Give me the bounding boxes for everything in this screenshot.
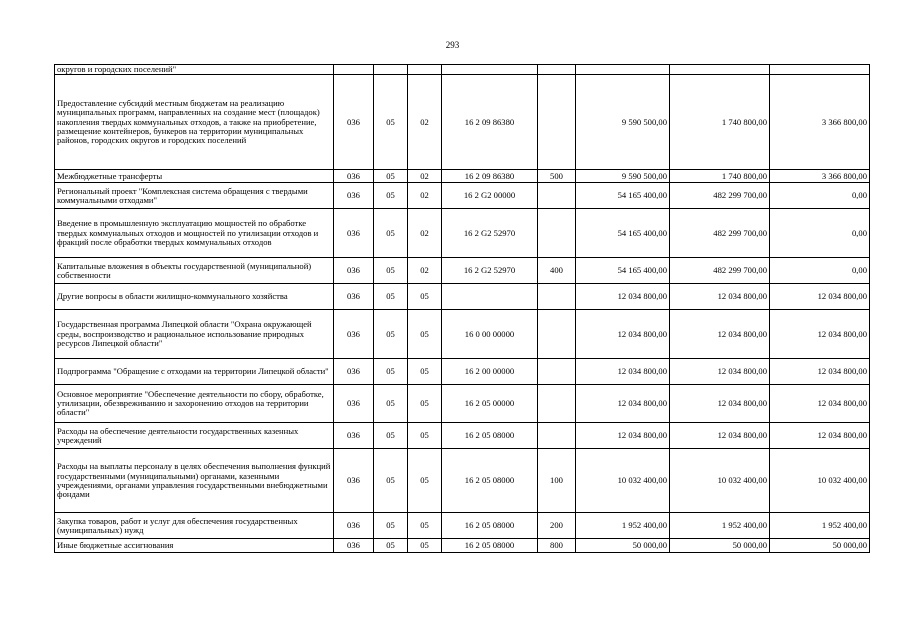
table-row bbox=[55, 183, 870, 209]
amount-year3-cell: 12 034 800,00 bbox=[770, 385, 870, 423]
expense-type-cell: 400 bbox=[538, 258, 576, 284]
amount-year3-cell: 12 034 800,00 bbox=[770, 423, 870, 449]
row-name-cell: Расходы на обеспечение деятельности государственных казенных учреждений bbox=[55, 423, 334, 449]
amount-year2-cell: 482 299 700,00 bbox=[670, 183, 770, 209]
table-row bbox=[55, 539, 870, 553]
target-article-cell: 16 2 G2 00000 bbox=[442, 183, 538, 209]
ministry-code-cell: 036 bbox=[334, 75, 374, 170]
table-row bbox=[55, 65, 870, 75]
page-number: 293 bbox=[445, 40, 460, 50]
subsection-code-cell: 05 bbox=[408, 310, 442, 359]
amount-year2-cell: 1 740 800,00 bbox=[670, 170, 770, 183]
amount-year1-cell: 50 000,00 bbox=[576, 539, 670, 553]
amount-year1-cell: 12 034 800,00 bbox=[576, 310, 670, 359]
row-name-cell: Иные бюджетные ассигнования bbox=[55, 539, 334, 553]
section-code-cell: 05 bbox=[374, 75, 408, 170]
target-article-cell: 16 2 05 08000 bbox=[442, 423, 538, 449]
amount-year3-cell: 10 032 400,00 bbox=[770, 449, 870, 513]
subsection-code-cell: 05 bbox=[408, 449, 442, 513]
amount-year3-cell: 50 000,00 bbox=[770, 539, 870, 553]
row-name-cell: Государственная программа Липецкой области "Охрана окружающей среды, воспроизводство и рациональное использование природных ресурсов Липецкой области" bbox=[55, 310, 334, 359]
ministry-code-cell: 036 bbox=[334, 423, 374, 449]
subsection-code-cell bbox=[408, 65, 442, 75]
amount-year1-cell: 1 952 400,00 bbox=[576, 513, 670, 539]
subsection-code-cell: 02 bbox=[408, 170, 442, 183]
target-article-cell: 16 2 05 00000 bbox=[442, 385, 538, 423]
table-row bbox=[55, 513, 870, 539]
section-code-cell: 05 bbox=[374, 183, 408, 209]
amount-year2-cell: 12 034 800,00 bbox=[670, 385, 770, 423]
subsection-code-cell: 05 bbox=[408, 513, 442, 539]
section-code-cell: 05 bbox=[374, 539, 408, 553]
table-row bbox=[55, 359, 870, 385]
expense-type-cell: 100 bbox=[538, 449, 576, 513]
amount-year1-cell: 12 034 800,00 bbox=[576, 284, 670, 310]
row-name-cell: Введение в промышленную эксплуатацию мощностей по обработке твердых коммунальных отходов и мощностей по утилизации отходов и фракций после обработки твердых коммунальных отходов bbox=[55, 209, 334, 258]
row-name-cell: округов и городских поселений" bbox=[55, 65, 334, 75]
row-name-cell: Региональный проект "Комплексная система обращения с твердыми коммунальными отходами" bbox=[55, 183, 334, 209]
amount-year2-cell: 12 034 800,00 bbox=[670, 359, 770, 385]
amount-year2-cell: 482 299 700,00 bbox=[670, 209, 770, 258]
amount-year3-cell: 12 034 800,00 bbox=[770, 359, 870, 385]
expense-type-cell: 800 bbox=[538, 539, 576, 553]
target-article-cell: 16 2 09 86380 bbox=[442, 170, 538, 183]
amount-year1-cell: 12 034 800,00 bbox=[576, 423, 670, 449]
ministry-code-cell: 036 bbox=[334, 385, 374, 423]
subsection-code-cell: 02 bbox=[408, 183, 442, 209]
target-article-cell: 16 2 05 08000 bbox=[442, 513, 538, 539]
table-row bbox=[55, 209, 870, 258]
row-name-cell: Межбюджетные трансферты bbox=[55, 170, 334, 183]
amount-year1-cell: 54 165 400,00 bbox=[576, 209, 670, 258]
amount-year3-cell: 0,00 bbox=[770, 183, 870, 209]
ministry-code-cell: 036 bbox=[334, 449, 374, 513]
section-code-cell: 05 bbox=[374, 310, 408, 359]
expense-type-cell bbox=[538, 183, 576, 209]
subsection-code-cell: 05 bbox=[408, 385, 442, 423]
amount-year3-cell: 12 034 800,00 bbox=[770, 284, 870, 310]
amount-year3-cell: 12 034 800,00 bbox=[770, 310, 870, 359]
section-code-cell: 05 bbox=[374, 449, 408, 513]
expense-type-cell: 200 bbox=[538, 513, 576, 539]
ministry-code-cell: 036 bbox=[334, 359, 374, 385]
table-row bbox=[55, 449, 870, 513]
amount-year2-cell: 12 034 800,00 bbox=[670, 310, 770, 359]
target-article-cell: 16 2 00 00000 bbox=[442, 359, 538, 385]
table-row bbox=[55, 310, 870, 359]
section-code-cell: 05 bbox=[374, 513, 408, 539]
subsection-code-cell: 05 bbox=[408, 284, 442, 310]
ministry-code-cell: 036 bbox=[334, 170, 374, 183]
amount-year2-cell: 10 032 400,00 bbox=[670, 449, 770, 513]
section-code-cell: 05 bbox=[374, 209, 408, 258]
row-name-cell: Предоставление субсидий местным бюджетам на реализацию муниципальных программ, направленных на создание мест (площадок) накопления твердых коммунальных отходов, а также на приобретение, размещение контейнеров, бункеров на территории муниципальных районов, городских округов и городских поселений bbox=[55, 75, 334, 170]
subsection-code-cell: 05 bbox=[408, 423, 442, 449]
expense-type-cell bbox=[538, 209, 576, 258]
subsection-code-cell: 02 bbox=[408, 209, 442, 258]
amount-year3-cell: 3 366 800,00 bbox=[770, 75, 870, 170]
row-name-cell: Капитальные вложения в объекты государственной (муниципальной) собственности bbox=[55, 258, 334, 284]
amount-year1-cell: 10 032 400,00 bbox=[576, 449, 670, 513]
target-article-cell bbox=[442, 65, 538, 75]
amount-year3-cell: 1 952 400,00 bbox=[770, 513, 870, 539]
target-article-cell bbox=[442, 284, 538, 310]
table-row bbox=[55, 284, 870, 310]
ministry-code-cell bbox=[334, 65, 374, 75]
row-name-cell: Основное мероприятие "Обеспечение деятельности по сбору, обработке, утилизации, обезвреживанию и захоронению отходов на территории области" bbox=[55, 385, 334, 423]
amount-year1-cell: 9 590 500,00 bbox=[576, 170, 670, 183]
expense-type-cell: 500 bbox=[538, 170, 576, 183]
amount-year3-cell: 0,00 bbox=[770, 258, 870, 284]
subsection-code-cell: 05 bbox=[408, 359, 442, 385]
row-name-cell: Расходы на выплаты персоналу в целях обеспечения выполнения функций государственными (муниципальными) органами, казенными учреждениями, органами управления государственными внебюджетными фондами bbox=[55, 449, 334, 513]
ministry-code-cell: 036 bbox=[334, 183, 374, 209]
expense-type-cell bbox=[538, 284, 576, 310]
expense-type-cell bbox=[538, 65, 576, 75]
row-name-cell: Другие вопросы в области жилищно-коммунального хозяйства bbox=[55, 284, 334, 310]
subsection-code-cell: 02 bbox=[408, 258, 442, 284]
ministry-code-cell: 036 bbox=[334, 310, 374, 359]
table-row bbox=[55, 170, 870, 183]
expense-type-cell bbox=[538, 310, 576, 359]
table-row bbox=[55, 423, 870, 449]
expense-type-cell bbox=[538, 385, 576, 423]
amount-year2-cell bbox=[670, 65, 770, 75]
amount-year3-cell: 3 366 800,00 bbox=[770, 170, 870, 183]
amount-year2-cell: 12 034 800,00 bbox=[670, 423, 770, 449]
target-article-cell: 16 0 00 00000 bbox=[442, 310, 538, 359]
table-row bbox=[55, 385, 870, 423]
section-code-cell bbox=[374, 65, 408, 75]
amount-year1-cell: 54 165 400,00 bbox=[576, 258, 670, 284]
ministry-code-cell: 036 bbox=[334, 209, 374, 258]
section-code-cell: 05 bbox=[374, 258, 408, 284]
budget-table bbox=[54, 64, 870, 553]
section-code-cell: 05 bbox=[374, 359, 408, 385]
amount-year3-cell bbox=[770, 65, 870, 75]
expense-type-cell bbox=[538, 75, 576, 170]
table-row bbox=[55, 75, 870, 170]
amount-year1-cell: 54 165 400,00 bbox=[576, 183, 670, 209]
amount-year2-cell: 1 740 800,00 bbox=[670, 75, 770, 170]
target-article-cell: 16 2 05 08000 bbox=[442, 449, 538, 513]
section-code-cell: 05 bbox=[374, 170, 408, 183]
table-body bbox=[55, 65, 870, 553]
amount-year3-cell: 0,00 bbox=[770, 209, 870, 258]
amount-year1-cell: 12 034 800,00 bbox=[576, 385, 670, 423]
target-article-cell: 16 2 G2 52970 bbox=[442, 209, 538, 258]
target-article-cell: 16 2 G2 52970 bbox=[442, 258, 538, 284]
ministry-code-cell: 036 bbox=[334, 284, 374, 310]
row-name-cell: Подпрограмма "Обращение с отходами на территории Липецкой области" bbox=[55, 359, 334, 385]
ministry-code-cell: 036 bbox=[334, 258, 374, 284]
amount-year1-cell: 12 034 800,00 bbox=[576, 359, 670, 385]
section-code-cell: 05 bbox=[374, 423, 408, 449]
expense-type-cell bbox=[538, 423, 576, 449]
target-article-cell: 16 2 09 86380 bbox=[442, 75, 538, 170]
ministry-code-cell: 036 bbox=[334, 539, 374, 553]
subsection-code-cell: 02 bbox=[408, 75, 442, 170]
ministry-code-cell: 036 bbox=[334, 513, 374, 539]
table-row bbox=[55, 258, 870, 284]
row-name-cell: Закупка товаров, работ и услуг для обеспечения государственных (муниципальных) нужд bbox=[55, 513, 334, 539]
section-code-cell: 05 bbox=[374, 284, 408, 310]
amount-year2-cell: 12 034 800,00 bbox=[670, 284, 770, 310]
expense-type-cell bbox=[538, 359, 576, 385]
amount-year2-cell: 50 000,00 bbox=[670, 539, 770, 553]
target-article-cell: 16 2 05 08000 bbox=[442, 539, 538, 553]
subsection-code-cell: 05 bbox=[408, 539, 442, 553]
amount-year1-cell bbox=[576, 65, 670, 75]
section-code-cell: 05 bbox=[374, 385, 408, 423]
amount-year1-cell: 9 590 500,00 bbox=[576, 75, 670, 170]
amount-year2-cell: 1 952 400,00 bbox=[670, 513, 770, 539]
amount-year2-cell: 482 299 700,00 bbox=[670, 258, 770, 284]
